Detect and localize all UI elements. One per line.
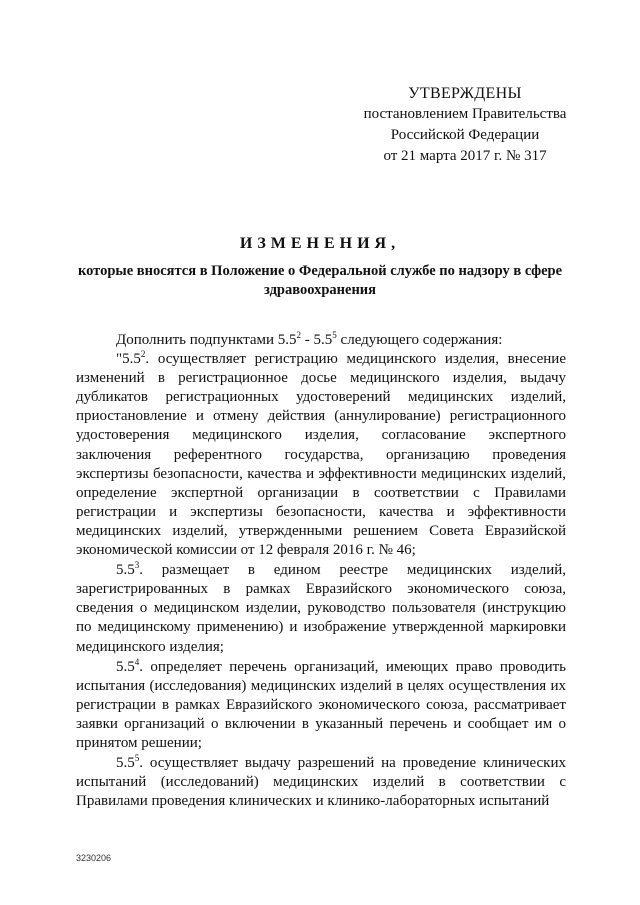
intro-superscript-1: 2 [296,330,302,340]
intro-superscript-2: 5 [332,330,337,340]
item-paragraph [76,754,566,811]
item-text: . осуществляет регистрацию медицинского изделия, внесение изменений в регистрационное досье медицинского изделия, выдачу дубликатов регистрационных удостоверений медицинских изделий, приостановление и отмену действия (аннулирование) регистрационного удостоверения медицинского изделия, согласование экспертного заключения референтного государства, организацию проведения экспертизы безопасности, качества и эффективности медицинских изделий, определение экспертной организации в соответствии с Правилами регистрации и экспертизы безопасности, качества и эффективности медицинских изделий, утвержденными решением Совета Евразийской экономической комиссии от 12 февраля 2016 г. № 46; [76,351,566,559]
item-text: . размещает в едином реестре медицинских изделий, зарегистрированных в рамках Евразийского экономического союза, сведения о медицинском изделии, руководство пользователя (инструкцию по медицинскому применению) и изображение утвержденной маркировки медицинского изделия; [76,562,566,655]
item-paragraph [76,561,566,656]
document-code: 3230206 [76,853,112,863]
item-superscript: 4 [134,656,140,667]
intro-text-post: следующего содержания: [336,332,503,348]
item-number: 5.5 [116,562,135,579]
item-superscript: 3 [134,560,140,571]
approval-block [345,83,585,167]
intro-paragraph [76,331,566,350]
item-superscript: 2 [140,349,146,360]
approval-line-3: от 21 марта 2017 г. № 317 [383,148,547,164]
item-paragraph [76,658,566,753]
intro-text-mid: - 5.5 [301,332,333,348]
document-subtitle: которые вносятся в Положение о Федеральной службе по надзору в сфере здравоохранения [77,263,563,298]
item-text: . определяет перечень организаций, имеющих право проводить испытания (исследования) медицинских изделий в целях осуществления их регистрации в рамках Евразийского экономического союза, рассматривает заявки организаций о включении в указанный перечень и сообщает им о принятом решении; [76,658,566,751]
item-number: 5.5 [116,755,135,772]
item-superscript: 5 [134,753,140,764]
approval-line-1: постановлением Правительства [363,106,567,122]
document-body [76,331,566,811]
item-number: 5.5 [116,658,135,675]
document-title: ИЗМЕНЕНИЯ, [239,235,401,252]
item-number: "5.5 [116,351,141,368]
intro-text-pre: Дополнить подпунктами 5.5 [116,332,297,348]
approval-line-2: Российской Федерации [390,127,540,143]
approval-heading: УТВЕРЖДЕНЫ [408,85,522,102]
item-text: . осуществляет выдачу разрешений на проведение клинических испытаний (исследований) медицинских изделий в соответствии с Правилами проведения клинических и клинико-лабораторных испытаний [76,755,566,810]
item-paragraph [76,350,566,560]
